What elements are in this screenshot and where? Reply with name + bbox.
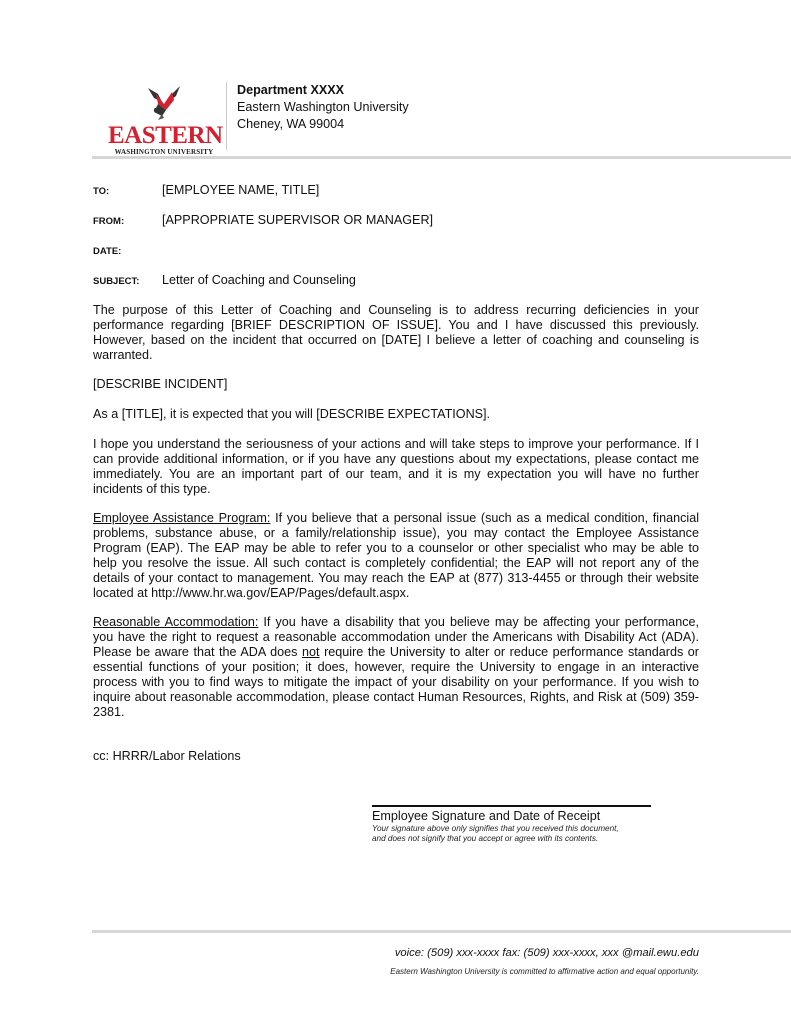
paragraph-seriousness-text: I hope you understand the seriousness of your actions and will take steps to improve your performance. If I can provide additional information, or if you have any questions about my expectations, please contact me immediately. You are an important part of our team, and it is my expectation you will have no further incidents of this type. — [93, 437, 699, 496]
footer-rule — [92, 930, 791, 933]
subject-label: SUBJECT: — [93, 276, 140, 287]
eastern-logo — [108, 80, 223, 158]
paragraph-incident — [93, 377, 699, 392]
institution-name: Eastern Washington University — [237, 100, 409, 114]
institution-address: Cheney, WA 99004 — [237, 117, 345, 131]
eap-text: If you believe that a personal issue (such as a medical condition, financial problems, substance abuse, or a family/relationship issue), you may contact the Employee Assistance Program (EAP). The EAP may be able to refer you to a counselor or other specialist who may be able to help you resolve the issue. All such contact is completely confidential; the EAP will not report any of the details of your contact to management. You may reach the EAP at (877) 313-4455 or through their website located at http://www.hr.wa.gov/EAP/Pages/default.aspx. — [93, 511, 699, 600]
accommodation-heading: Reasonable Accommodation: — [93, 615, 259, 629]
from-value: [APPROPRIATE SUPERVISOR OR MANAGER] — [162, 213, 434, 227]
footer-equal-opportunity: Eastern Washington University is committed to affirmative action and equal opportunity. — [390, 967, 699, 976]
paragraph-incident-text: [DESCRIBE INCIDENT] — [93, 377, 228, 391]
date-label: DATE: — [93, 246, 122, 257]
header-rule — [92, 156, 791, 159]
to-value: [EMPLOYEE NAME, TITLE] — [162, 183, 320, 197]
paragraph-seriousness — [93, 437, 699, 497]
to-label: TO: — [93, 186, 110, 197]
from-label: FROM: — [93, 216, 125, 227]
eap-heading: Employee Assistance Program: — [93, 511, 271, 525]
paragraph-purpose — [93, 303, 699, 363]
header-divider — [226, 82, 227, 150]
subject-value: Letter of Coaching and Counseling — [162, 273, 356, 287]
eagle-icon — [144, 82, 184, 122]
paragraph-eap — [93, 511, 699, 601]
signature-title: Employee Signature and Date of Receipt — [372, 809, 601, 823]
accommodation-text-2: require the University to alter or reduce performance standards or essential functions of your position; it does, however, require the University to engage in an interactive process with you to find ways to mitigate the impact of your disability on your performance. If you wish to inquire about reasonable accommodation, please contact Human Resources, Rights, and Risk at (509) 359-2381. — [93, 645, 699, 719]
paragraph-expectations-text: As a [TITLE], it is expected that you will [DESCRIBE EXPECTATIONS]. — [93, 407, 491, 421]
accommodation-text-1: If you have a disability that you believe may be affecting your performance, you have the right to request a reasonable accommodation under the Americans with Disability Act (ADA). Please be aware that the ADA does — [93, 615, 699, 659]
paragraph-expectations — [93, 407, 699, 422]
accommodation-emphasis-not: not — [302, 645, 320, 659]
signature-note-line-2: and does not signify that you accept or agree with its contents. — [372, 834, 599, 843]
signature-line — [372, 805, 651, 807]
logo-subtitle: WASHINGTON UNIVERSITY — [114, 148, 214, 156]
department-address — [237, 82, 409, 133]
cc-text: cc: HRRR/Labor Relations — [93, 749, 241, 763]
department-name: Department XXXX — [237, 83, 345, 97]
cc-line — [93, 749, 699, 764]
signature-note — [372, 824, 619, 844]
paragraph-purpose-text: The purpose of this Letter of Coaching and Counseling is to address recurring deficiencies in your performance regarding [BRIEF DESCRIPTION OF ISSUE]. You and I have discussed this previously. However, based on the incident that occurred on [DATE] I believe a letter of coaching and counseling is warranted. — [93, 303, 699, 362]
paragraph-accommodation — [93, 615, 699, 720]
signature-note-line-1: Your signature above only signifies that you received this document, — [372, 824, 619, 833]
logo-wordmark: EASTERN — [108, 122, 223, 149]
footer-contact: voice: (509) xxx-xxxx fax: (509) xxx-xxxx, xxx @mail.ewu.edu — [394, 947, 699, 959]
